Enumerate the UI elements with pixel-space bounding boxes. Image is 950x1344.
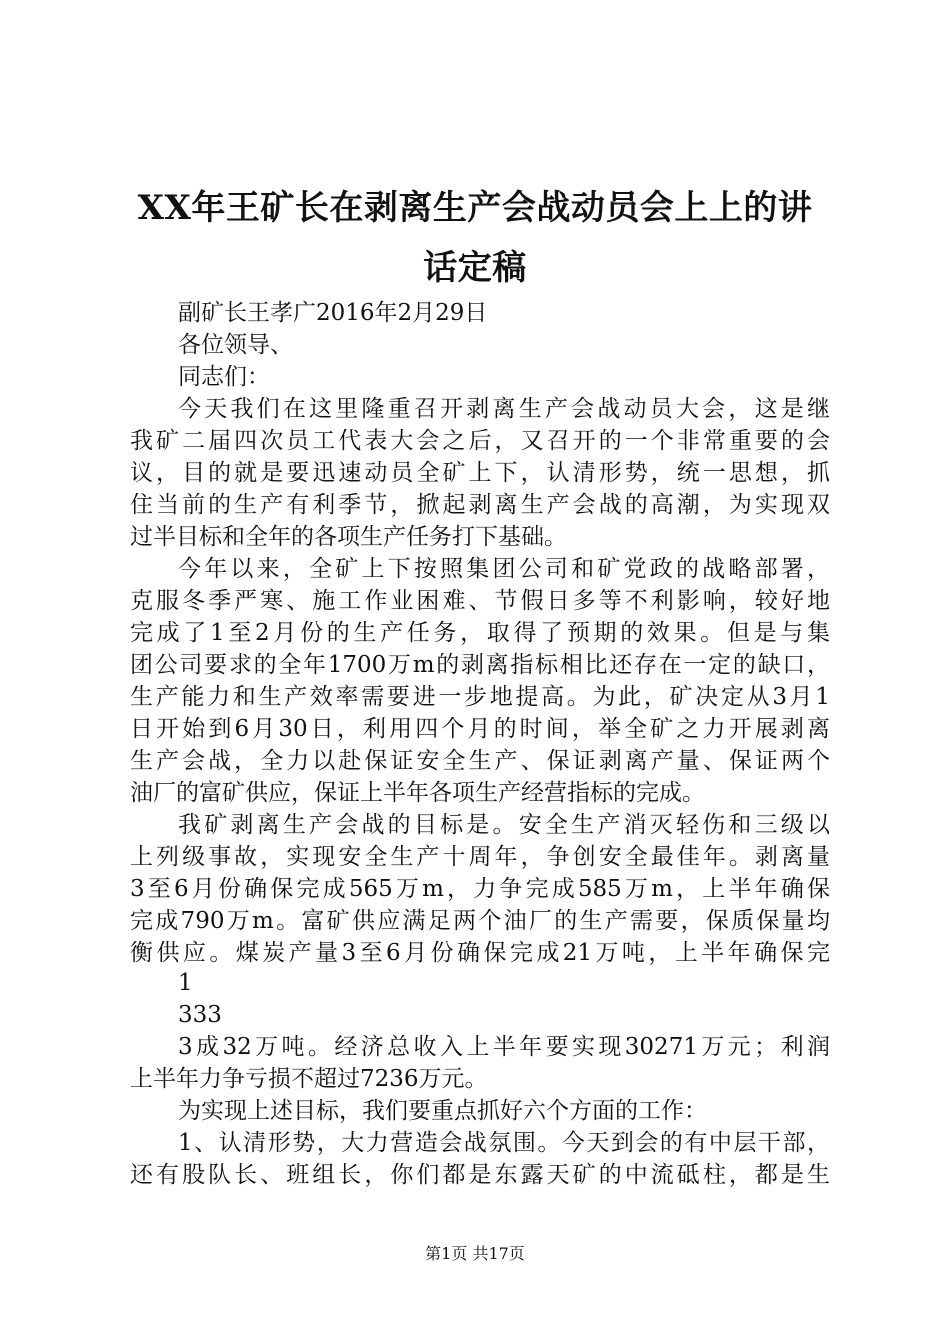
paragraph-line: 今天我们在这里隆重召开剥离生产会战动员大会，这是继 xyxy=(178,396,830,422)
paragraph-line: 日开始到6月30日，利用四个月的时间，举全矿之力开展剥离 xyxy=(130,716,830,742)
author-date-line: 副矿长王孝广2016年2月29日 xyxy=(178,300,488,326)
paragraph-line: 今年以来，全矿上下按照集团公司和矿党政的战略部署， xyxy=(178,556,830,582)
paragraph-line: 3成32万吨。经济总收入上半年要实现30271万元；利润 xyxy=(178,1034,830,1060)
paragraph-line: 我矿剥离生产会战的目标是。安全生产消灭轻伤和三级以 xyxy=(178,812,830,838)
paragraph-line: 上列级事故，实现安全生产十周年，争创安全最佳年。剥离量 xyxy=(130,844,830,870)
paragraph-line: 油厂的富矿供应，保证上半年各项生产经营指标的完成。 xyxy=(130,780,705,806)
paragraph-line: 衡供应。煤炭产量3至6月份确保完成21万吨，上半年确保完 xyxy=(130,940,830,966)
paragraph-line: 上半年力争亏损不超过7236万元。 xyxy=(130,1066,488,1092)
salutation-line-1: 各位领导、 xyxy=(178,332,293,358)
salutation-line-2: 同志们： xyxy=(178,364,270,390)
paragraph-line: 团公司要求的全年1700万m的剥离指标相比还存在一定的缺口， xyxy=(130,652,830,678)
document-title-line-2: 话定稿 xyxy=(423,248,527,288)
document-title-line-1: XX年王矿长在剥离生产会战动员会上上的讲 xyxy=(137,188,813,228)
paragraph-line: 为实现上述目标，我们要重点抓好六个方面的工作： xyxy=(178,1098,707,1124)
paragraph-line: 克服冬季严寒、施工作业困难、节假日多等不利影响，较好地 xyxy=(130,588,830,614)
paragraph-line: 生产会战，全力以赴保证安全生产、保证剥离产量、保证两个 xyxy=(130,748,830,774)
paragraph-line: 1、认清形势，大力营造会战氛围。今天到会的有中层干部， xyxy=(178,1130,830,1156)
footnote-marker: 1 xyxy=(178,970,193,996)
paragraph-line: 我矿二届四次员工代表大会之后，又召开的一个非常重要的会 xyxy=(130,428,830,454)
paragraph-line: 生产能力和生产效率需要进一步地提高。为此，矿决定从3月1 xyxy=(130,684,830,710)
paragraph-line: 完成了1至2月份的生产任务，取得了预期的效果。但是与集 xyxy=(130,620,830,646)
paragraph-line: 3至6月份确保完成565万m，力争完成585万m，上半年确保 xyxy=(130,876,830,902)
paragraph-line: 过半目标和全年的各项生产任务打下基础。 xyxy=(130,524,567,550)
footnote-marker: 333 xyxy=(178,1002,222,1028)
page-footer: 第1页 共17页 xyxy=(425,1244,525,1263)
paragraph-line: 议，目的就是要迅速动员全矿上下，认清形势，统一思想，抓 xyxy=(130,460,830,486)
paragraph-line: 完成790万m。富矿供应满足两个油厂的生产需要，保质保量均 xyxy=(130,908,830,934)
paragraph-line: 还有股队长、班组长，你们都是东露天矿的中流砥柱，都是生 xyxy=(130,1162,830,1188)
paragraph-line: 住当前的生产有利季节，掀起剥离生产会战的高潮，为实现双 xyxy=(130,492,830,518)
